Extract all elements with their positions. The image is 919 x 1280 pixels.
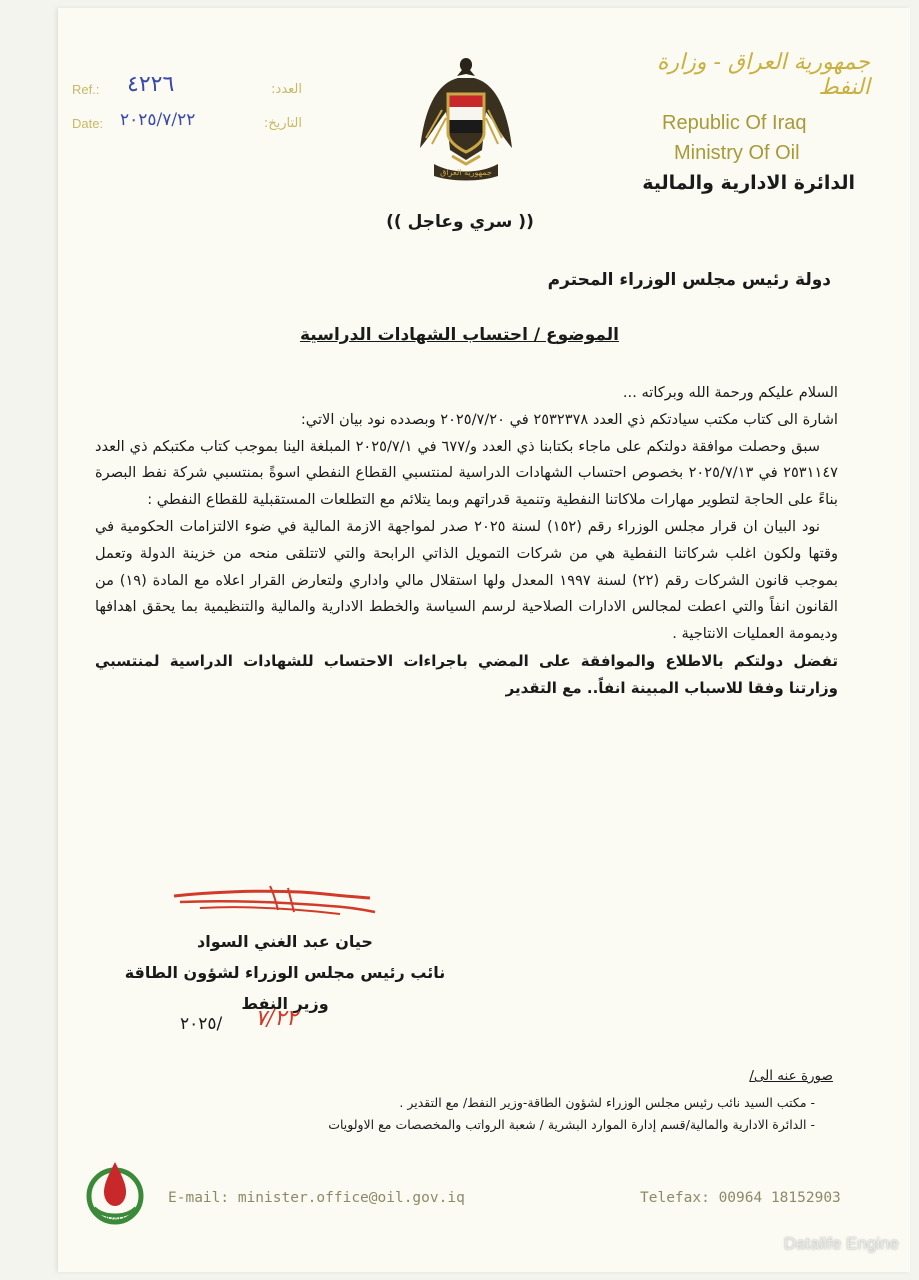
ref-number: ٤٢٢٦ [127,72,175,97]
date-value: ٢٠٢٥/٧/٢٢ [120,110,196,130]
signatory-title-1: نائب رئيس مجلس الوزراء لشؤون الطاقة [124,963,446,982]
cc-item: - الدائرة الادارية والمالية/قسم إدارة الموارد البشرية / شعبة الرواتب والمخصصات مع الاولويات [155,1114,815,1136]
date-label-en: Date: [72,116,104,131]
paragraph-reference: اشارة الى كتاب مكتب سيادتكم ذي العدد ٢٥٣٢٣٧٨ في ٢٠٢٥/٧/٢٠ وبصدده نود بيان الاتي: [300,410,838,428]
ref-row [72,72,302,102]
paragraph-justification: نود البيان ان قرار مجلس الوزراء رقم (١٥٢) لسنة ٢٠٢٥ صدر لمواجهة الازمة المالية في ضوء الالتزامات الحكومية في وقتها ولكون اغلب شركاتنا النفطية هي من شركات التمويل الذاتي الرابحة والتي لاتتلقى منحه من خزينة الدولة وتعمل بموجب قانون الشركات رقم (٢٢) لسنة ١٩٩٧ المعدل ولها استقلال مالي واداري ولتعارض القرار اعلاه مع المادة (١٩) من القانون انفاً والتي اعطت لمجالس الادارات الصلاحية لرسم السياسة والخطط الادارية والمالية والتنظيمية بما يحقق اهدافها وديمومة العمليات الانتاجية . [95,517,838,643]
footer-telefax: Telefax: 00964 18152903 [640,1190,841,1206]
signatory-name: حيان عبد الغني السواد [197,932,373,951]
iraq-eagle-emblem-icon [412,52,520,182]
ministry-arabic-header: جمهورية العراق - وزارة النفط [656,50,870,100]
paragraph-background: سبق وحصلت موافقة دولتكم على ماجاء بكتابنا ذي العدد و/٦٧٧ في ٢٠٢٥/٧/١ المبلغة الينا بموجب كتاب مكتبكم ذي العدد ٢٥٣١١٤٧ في ٢٠٢٥/٧/١٣ بخصوص احتساب الشهادات الدراسية لمنتسبي القطاع النفطي اسوةً بمنتسبي شركة نفط البصرة بناءً على الحاجة لتطوير مهارات ملاكاتنا النفطية وتنمية قدراتهم وبما يتلائم مع التطلعات المستقبلية للقطاع النفطي : [95,437,838,509]
site-watermark: Datalife Engine [783,1234,899,1253]
ref-label-en: Ref.: [72,82,100,97]
signature-scribble-icon [170,882,380,922]
classification-label: (( سري وعاجل )) [386,212,534,232]
ministry-english: Ministry Of Oil [674,142,800,164]
department-name: الدائرة الادارية والمالية [642,172,855,194]
reference-block [72,72,302,142]
signed-date-printed: ٢٠٢٥/ [180,1014,223,1034]
closing-request: تفضل دولتكم بالاطلاع والموافقة على المضي باجراءات الاحتساب للشهادات الدراسية لمنتسبي وزارتنا وفقا للاسباب المبينة انفاً.. مع التقدير [95,651,838,697]
date-row [72,108,302,138]
footer-email: E-mail: minister.office@oil.gov.iq [168,1190,465,1206]
ref-label-ar: العدد: [271,82,302,97]
cc-item: - مكتب السيد نائب رئيس مجلس الوزراء لشؤون الطاقة-وزير النفط/ مع التقدير . [155,1092,815,1114]
emblem-caption: جمهورية العراق [440,168,492,177]
cc-title: صورة عنه الى/ [749,1068,833,1084]
signed-date-handwritten: ٧/٢٢ [255,1006,298,1031]
logo-caption: IRAQ [105,1215,125,1224]
iraq-oil-logo-icon [84,1156,146,1226]
republic-english: Republic Of Iraq [662,112,807,134]
signatory-title-2: وزير النفط [241,994,329,1013]
greeting: السلام عليكم ورحمة الله وبركاته ... [622,384,838,401]
cc-list [155,1092,815,1136]
letter-body [95,380,838,702]
subject-line: الموضوع / احتساب الشهادات الدراسية [300,325,619,345]
date-label-ar: التاريخ: [263,116,302,131]
addressee: دولة رئيس مجلس الوزراء المحترم [547,270,831,290]
